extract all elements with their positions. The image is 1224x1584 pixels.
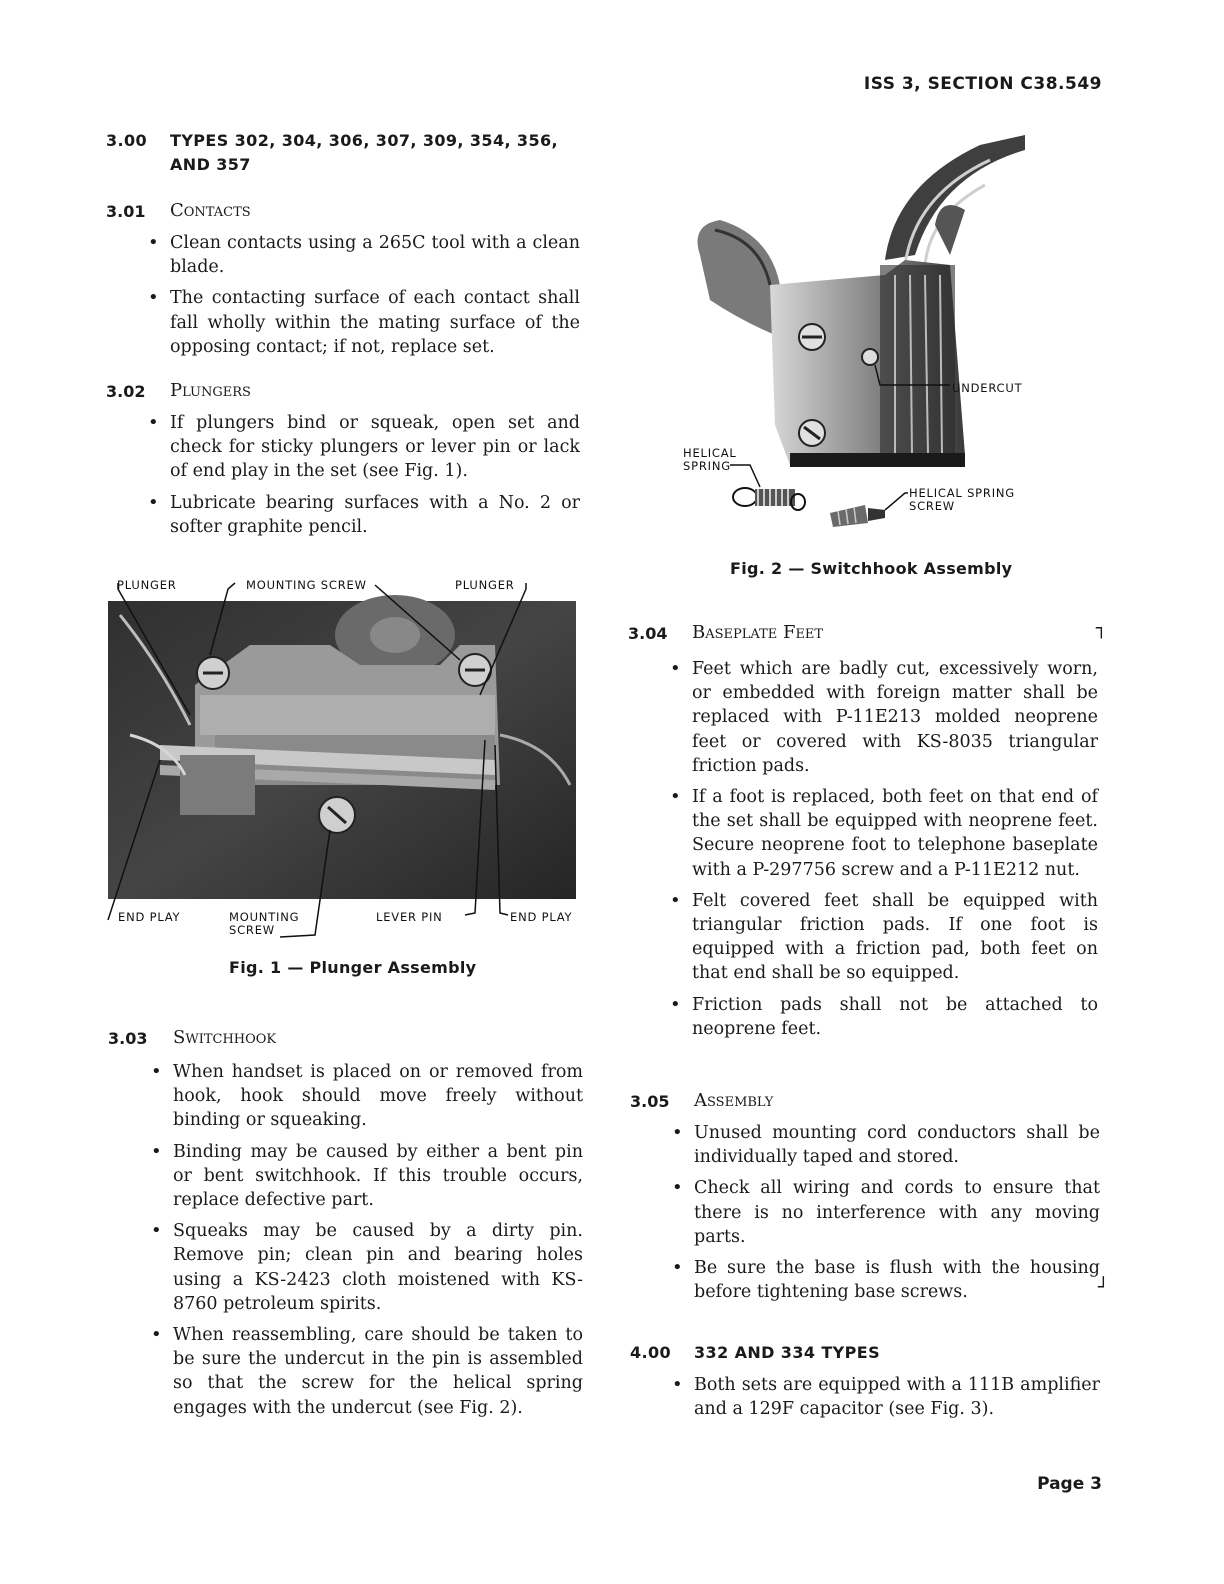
section-3-03-list [173,1060,583,1427]
list-item: • Be sure the base is flush with the housing before tightening base screws. [694,1256,1100,1304]
section-3-02-list [170,411,580,546]
section-3-05-list [694,1121,1100,1311]
list-item: • Check all wiring and cords to ensure that there is no interference with any moving parts. [694,1176,1100,1249]
section-3-01-number: 3.01 [106,202,146,221]
section-3-04-list [692,657,1098,1048]
section-3-02-number: 3.02 [106,382,146,401]
fig1-label-plunger-left: PLUNGER [117,578,177,592]
list-item: • When reassembling, care should be taken to be sure the undercut in the pin is assembled so that the screw for the helical spring engages with the undercut (see Fig. 2). [173,1323,583,1420]
fig1-label-end-play-left: END PLAY [118,910,181,924]
section-3-00-title [170,129,585,177]
plunger-assembly-photo [100,575,590,945]
fig2-label-helical-spring-line1: HELICAL [683,446,737,460]
section-4-00-list [694,1373,1100,1428]
fig1-caption: Fig. 1 — Plunger Assembly [229,958,477,977]
fig2-caption: Fig. 2 — Switchhook Assembly [730,559,1013,578]
list-item: • Clean contacts using a 265C tool with a clean blade. [170,231,580,279]
section-3-05-number: 3.05 [630,1092,670,1111]
fig2-label-helical-spring [683,447,737,473]
list-item: • Squeaks may be caused by a dirty pin. Remove pin; clean pin and bearing holes using a KS-2423 cloth moistened with KS-8760 petroleum spirits. [173,1219,583,1316]
fig2-label-helical-spring-line2: SPRING [683,459,731,473]
fig1-label-lever-pin: LEVER PIN [376,910,443,924]
list-item: • Felt covered feet shall be equipped with triangular friction pads. If one foot is equipped with a friction pad, both feet on that end shall be so equipped. [692,889,1098,986]
section-3-04-number: 3.04 [628,624,668,643]
fig1-label-end-play-right: END PLAY [510,910,573,924]
fig1-label-mounting-screw-bottom-line2: SCREW [229,923,275,937]
fig1-label-mounting-screw-bottom [229,911,299,937]
fig2-label-helical-spring-screw [909,487,1015,513]
list-item: • If a foot is replaced, both feet on that end of the set shall be equipped with neoprene feet. Secure neoprene foot to telephone baseplate with a P-297756 screw and a P-11E212 nut. [692,785,1098,882]
section-4-00-title: 332 AND 334 TYPES [694,1343,881,1362]
fig1-label-plunger-right: PLUNGER [455,578,515,592]
section-3-05-title: Assembly [694,1090,774,1111]
fig2-label-helical-spring-screw-line2: SCREW [909,499,955,513]
revision-mark-end: ┘ [1098,1277,1109,1298]
section-3-03-number: 3.03 [108,1029,148,1048]
section-3-00-number: 3.00 [106,131,148,150]
page-number: Page 3 [1037,1474,1102,1494]
fig2-label-helical-spring-screw-line1: HELICAL SPRING [909,486,1016,500]
list-item: • Binding may be caused by either a bent pin or bent switchhook. If this trouble occurs, replace defective part. [173,1140,583,1213]
section-3-04-title: Baseplate Feet [692,622,824,643]
list-item: • Unused mounting cord conductors shall be individually taped and stored. [694,1121,1100,1169]
list-item: • The contacting surface of each contact shall fall wholly within the mating surface of the opposing contact; if not, replace set. [170,286,580,359]
section-3-02-title: Plungers [170,380,251,401]
list-item: • Feet which are badly cut, excessively worn, or embedded with foreign matter shall be replaced with P-11E213 molded neoprene feet or covered with KS-8035 triangular friction pads. [692,657,1098,778]
list-item: • When handset is placed on or removed from hook, hook should move freely without binding or squeaking. [173,1060,583,1133]
section-3-00-title-line1: TYPES 302, 304, 306, 307, 309, 354, 356, [170,131,559,150]
section-3-00-title-line2: AND 357 [170,155,251,174]
list-item: • Lubricate bearing surfaces with a No. 2 or softer graphite pencil. [170,491,580,539]
fig2-label-undercut: UNDERCUT [952,381,1023,395]
list-item: • If plungers bind or squeak, open set and check for sticky plungers or lever pin or lack of end play in the set (see Fig. 1). [170,411,580,484]
section-3-03-title: Switchhook [173,1027,277,1048]
revision-mark-start: ┐ [1096,618,1107,639]
section-3-01-title: Contacts [170,200,251,221]
fig1-label-mounting-screw-bottom-line1: MOUNTING [229,910,300,924]
fig1-label-mounting-screw-top: MOUNTING SCREW [246,578,367,592]
section-3-01-list [170,231,580,366]
page-header: ISS 3, SECTION C38.549 [863,74,1102,94]
list-item: • Both sets are equipped with a 111B amplifier and a 129F capacitor (see Fig. 3). [694,1373,1100,1421]
section-4-00-number: 4.00 [630,1343,672,1362]
list-item: • Friction pads shall not be attached to neoprene feet. [692,993,1098,1041]
switchhook-assembly-photo [680,125,1040,535]
